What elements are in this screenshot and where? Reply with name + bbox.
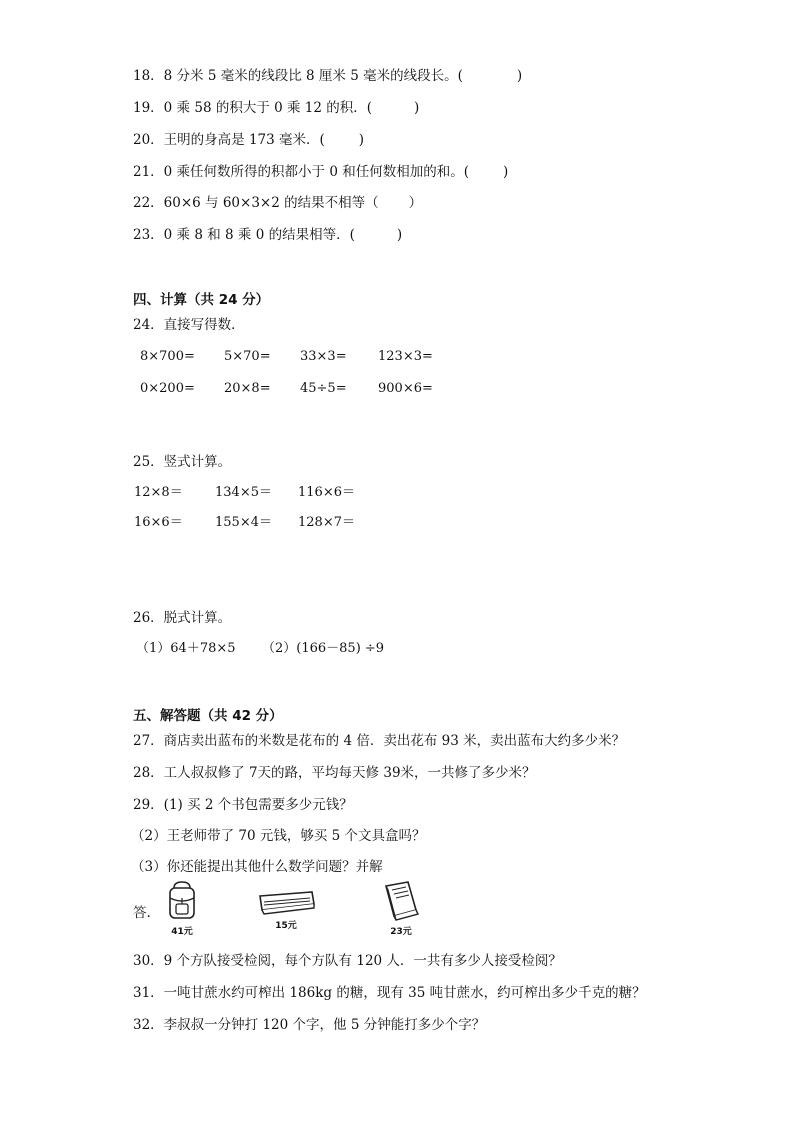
question-30: 30．9 个方队接受检阅，每个方队有 120 人．一共有多少人接受检阅？	[133, 953, 562, 969]
section-5-title: 五、解答题（共 42 分）	[133, 708, 283, 724]
oral-calc-item: 5×70=	[224, 349, 271, 364]
oral-calc-item: 900×6=	[378, 381, 433, 396]
price-label: 23元	[390, 927, 412, 937]
question-19: 19．0 乘 58 的积大于 0 乘 12 的积．( )	[133, 100, 420, 116]
oral-calc-item: 33×3=	[300, 349, 347, 364]
question-24-label: 24．直接写得数．	[133, 317, 245, 333]
question-29-part3: （3）你还能提出其他什么数学问题？并解	[131, 859, 383, 875]
price-label: 41元	[171, 927, 193, 937]
vertical-calc-item: 16×6＝	[134, 515, 183, 530]
question-32: 32．李叔叔一分钟打 120 个字，他 5 分钟能打多少个字？	[133, 1017, 486, 1033]
question-27: 27．商店卖出蓝布的米数是花布的 4 倍．卖出花布 93 米，卖出蓝布大约多少米？	[133, 733, 626, 749]
oral-calc-item: 0×200=	[140, 381, 195, 396]
vertical-calc-item: 12×8＝	[134, 485, 183, 500]
pencil-case-icon	[251, 886, 321, 916]
oral-calc-item: 20×8=	[224, 381, 271, 396]
price-label: 15元	[275, 921, 297, 931]
backpack-icon	[157, 880, 207, 922]
question-23: 23．0 乘 8 和 8 乘 0 的结果相等．( )	[133, 227, 403, 243]
product-images	[133, 880, 693, 944]
vertical-calc-item: 134×5＝	[215, 485, 272, 500]
answer-label: 答.	[133, 905, 151, 921]
question-22: 22．60×6 与 60×3×2 的结果不相等（ ）	[133, 195, 423, 211]
question-21: 21．0 乘任何数所得的积都小于 0 和任何数相加的和。( )	[133, 164, 509, 180]
book-icon	[373, 880, 429, 922]
book-item	[373, 880, 429, 937]
stepwise-calc-item: （2）(166－85) ÷9	[262, 641, 385, 656]
question-28: 28．工人叔叔修了 7天的路，平均每天修 39米，一共修了多少米？	[133, 765, 536, 781]
question-20: 20．王明的身高是 173 毫米．( )	[133, 132, 365, 148]
question-25-label: 25．竖式计算。	[133, 454, 232, 470]
question-31: 31．一吨甘蔗水约可榨出 186kg 的糖，现有 35 吨甘蔗水，约可榨出多少千克的糖？	[133, 985, 646, 1001]
backpack-item	[157, 880, 207, 937]
question-26-label: 26．脱式计算。	[133, 610, 232, 626]
section-4-title: 四、计算（共 24 分）	[133, 292, 270, 308]
vertical-calc-item: 116×6＝	[298, 485, 355, 500]
oral-calc-item: 8×700=	[140, 349, 195, 364]
question-29-part2: （2）王老师带了 70 元钱，够买 5 个文具盒吗？	[131, 828, 426, 844]
vertical-calc-item: 155×4＝	[215, 515, 272, 530]
question-18: 18．8 分米 5 毫米的线段比 8 厘米 5 毫米的线段长。( )	[133, 68, 523, 84]
vertical-calc-item: 128×7＝	[298, 515, 355, 530]
question-29-part1: 29．(1) 买 2 个书包需要多少元钱？	[133, 797, 353, 813]
oral-calc-item: 123×3=	[378, 349, 433, 364]
stepwise-calc-item: （1）64＋78×5	[136, 641, 236, 656]
oral-calc-item: 45÷5=	[300, 381, 347, 396]
pencil-case-item	[251, 886, 321, 931]
